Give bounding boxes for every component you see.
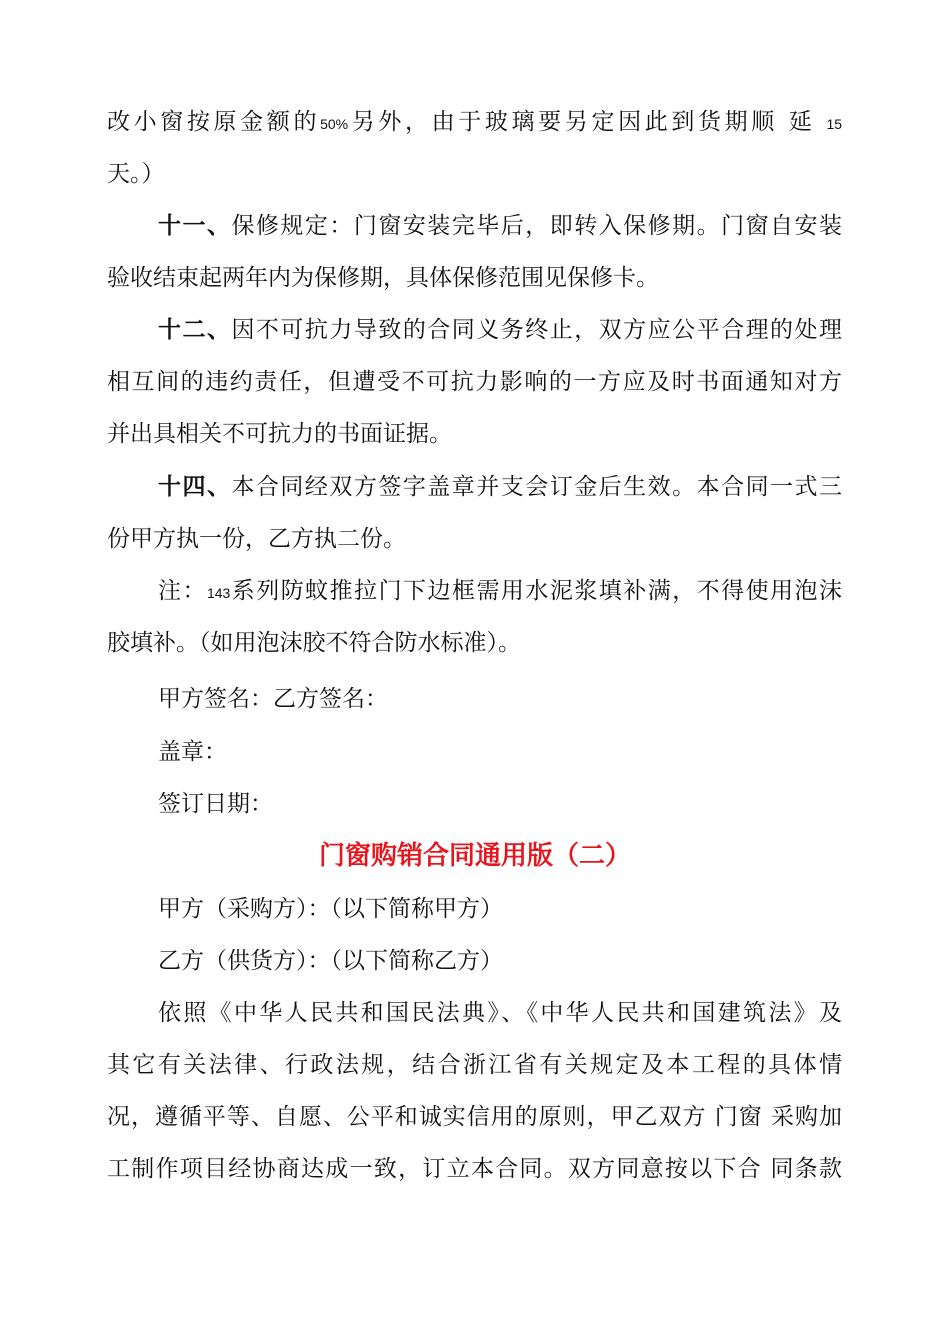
seal-line: 盖章： — [158, 739, 227, 765]
clause-11-line-2: 验收结束起两年内为保修期，具体保修范围见保修卡。 — [107, 265, 659, 291]
prev-tail-line-1: 改小窗按原金额的50%另外，由于玻璃要另定因此到货期顺 延 15 — [107, 109, 842, 135]
intro-line-4: 工制作项目经协商达成一致，订立本合同。双方同意按以下合 同条款 — [107, 1156, 842, 1182]
prev-tail-line-2: 天。） — [107, 161, 165, 187]
clause-11-number: 十一、 — [158, 212, 232, 239]
clause-12-number: 十二、 — [158, 316, 232, 343]
party-a-line: 甲方（采购方）：（以下简称甲方） — [158, 896, 503, 922]
clause-14-line-1: 十四、本合同经双方签字盖章并支会订金后生效。本合同一式三 — [158, 473, 842, 500]
contract-title: 门窗购销合同通用版（二） — [318, 841, 631, 871]
note-line-1: 注：143系列防蚊推拉门下边框需用水泥浆填补满，不得使用泡沫 — [158, 578, 842, 604]
signature-line: 甲方签名：乙方签名： — [158, 686, 388, 712]
intro-line-1: 依照《中华人民共和国民法典》、《中华人民共和国建筑法》及 — [158, 1000, 842, 1026]
party-b-line: 乙方（供货方）：（以下简称乙方） — [158, 948, 503, 974]
clause-12-line-2: 相互间的违约责任，但遭受不可抗力影响的一方应及时书面通知对方 — [107, 369, 842, 395]
clause-12-line-1: 十二、因不可抗力导致的合同义务终止，双方应公平合理的处理 — [158, 316, 842, 343]
intro-line-2: 其它有关法律、行政法规，结合浙江省有关规定及本工程的具体情 — [107, 1052, 842, 1078]
clause-14-number: 十四、 — [158, 473, 232, 500]
note-line-2: 胶填补。（如用泡沫胶不符合防水标准）。 — [107, 630, 521, 656]
clause-11-line-1: 十一、保修规定：门窗安装完毕后，即转入保修期。门窗自安装 — [158, 212, 842, 239]
intro-line-3: 况，遵循平等、自愿、公平和诚实信用的原则，甲乙双方 门窗 采购加 — [107, 1104, 842, 1130]
clause-12-line-3: 并出具相关不可抗力的书面证据。 — [107, 421, 452, 447]
sign-date-line: 签订日期： — [158, 791, 273, 817]
clause-14-line-2: 份甲方执一份，乙方执二份。 — [107, 526, 406, 552]
